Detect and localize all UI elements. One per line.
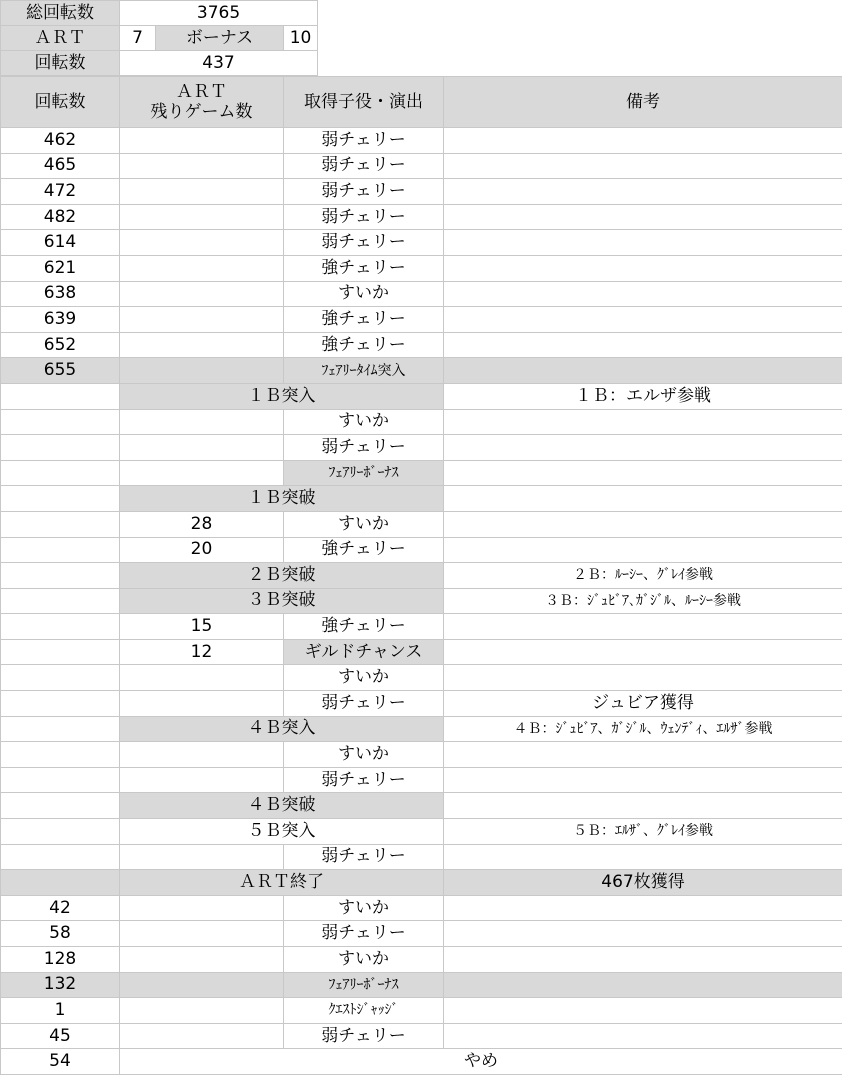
- cell-art-remaining: [120, 435, 284, 461]
- log-row: [1, 947, 842, 973]
- cell-role: すいか: [284, 742, 444, 768]
- log-row: [1, 383, 842, 409]
- cell-notes: [444, 409, 842, 435]
- cell-art-remaining: [120, 358, 284, 384]
- cell-notes: [444, 179, 842, 205]
- log-row: [1, 895, 842, 921]
- cell-role: すいか: [284, 947, 444, 973]
- cell-event: ３Ｂ突破: [120, 588, 444, 614]
- cell-notes: [444, 742, 842, 768]
- cell-role: 弱チェリー: [284, 128, 444, 154]
- cell-art-remaining: [120, 460, 284, 486]
- header-art-line2: 残りゲーム数: [150, 102, 253, 122]
- cell-spins: 482: [1, 204, 120, 230]
- cell-spins: [1, 639, 120, 665]
- cell-role: 弱チェリー: [284, 691, 444, 717]
- cell-notes: [444, 204, 842, 230]
- log-row: [1, 870, 842, 896]
- log-row: [1, 332, 842, 358]
- log-row: [1, 614, 842, 640]
- cell-role: 強チェリー: [284, 614, 444, 640]
- cell-role: 強チェリー: [284, 537, 444, 563]
- log-row: [1, 793, 842, 819]
- summary-row-art-bonus: [1, 26, 318, 51]
- cell-role: ｸｴｽﾄｼﾞｬｯｼﾞ: [284, 998, 444, 1024]
- cell-event: ４Ｂ突入: [120, 716, 444, 742]
- cell-art-remaining: [120, 844, 284, 870]
- cell-spins: [1, 383, 120, 409]
- log-row: [1, 844, 842, 870]
- cell-role: ギルドチャンス: [284, 639, 444, 665]
- cell-spins: 45: [1, 1023, 120, 1049]
- log-row: [1, 281, 842, 307]
- log-row: [1, 511, 842, 537]
- cell-spins: [1, 614, 120, 640]
- cell-notes: ４Ｂ：ｼﾞｭﾋﾞｱ、ｶﾞｼﾞﾙ、ｳｪﾝﾃﾞｨ、ｴﾙｻﾞ参戦: [444, 716, 842, 742]
- cell-event: ２Ｂ突破: [120, 563, 444, 589]
- cell-notes: １Ｂ：エルザ参戦: [444, 383, 842, 409]
- log-row: [1, 435, 842, 461]
- cell-notes: [444, 128, 842, 154]
- cell-notes: [444, 767, 842, 793]
- cell-spins: [1, 691, 120, 717]
- log-row: [1, 230, 842, 256]
- cell-art-remaining: 15: [120, 614, 284, 640]
- cell-notes: [444, 665, 842, 691]
- cell-notes: 467枚獲得: [444, 870, 842, 896]
- cell-art-remaining: 28: [120, 511, 284, 537]
- cell-notes: [444, 281, 842, 307]
- cell-notes: ジュビア獲得: [444, 691, 842, 717]
- cell-art-remaining: [120, 204, 284, 230]
- log-row: [1, 486, 842, 512]
- cell-role: 弱チェリー: [284, 1023, 444, 1049]
- cell-notes: ２Ｂ：ﾙｰｼｰ、ｸﾞﾚｲ参戦: [444, 563, 842, 589]
- cell-role: 弱チェリー: [284, 204, 444, 230]
- log-row: [1, 819, 842, 845]
- cell-spins: 54: [1, 1049, 120, 1075]
- cell-spins: 639: [1, 307, 120, 333]
- cell-art-remaining: 12: [120, 639, 284, 665]
- header-notes: 備考: [444, 77, 842, 128]
- log-row: [1, 767, 842, 793]
- cell-role: すいか: [284, 895, 444, 921]
- cell-art-remaining: [120, 895, 284, 921]
- log-row: [1, 409, 842, 435]
- cell-spins: 132: [1, 972, 120, 998]
- cell-spins: [1, 486, 120, 512]
- cell-art-remaining: [120, 665, 284, 691]
- cell-notes: [444, 793, 842, 819]
- header-role: 取得子役・演出: [284, 77, 444, 128]
- cell-spins: [1, 409, 120, 435]
- cell-art-remaining: [120, 128, 284, 154]
- log-row: [1, 665, 842, 691]
- log-row: [1, 179, 842, 205]
- cell-spins: [1, 742, 120, 768]
- cell-notes: [444, 1023, 842, 1049]
- spins-value: 437: [120, 51, 318, 76]
- bonus-count: 10: [284, 26, 318, 51]
- cell-end-note: やめ: [120, 1049, 842, 1075]
- cell-art-remaining: [120, 281, 284, 307]
- cell-art-remaining: [120, 1023, 284, 1049]
- cell-art-remaining: [120, 255, 284, 281]
- cell-spins: [1, 716, 120, 742]
- log-row: [1, 691, 842, 717]
- cell-spins: 472: [1, 179, 120, 205]
- log-row: [1, 998, 842, 1024]
- cell-role: すいか: [284, 281, 444, 307]
- cell-notes: [444, 307, 842, 333]
- play-log-table: [0, 76, 842, 1075]
- cell-notes: [444, 460, 842, 486]
- spins-label: 回転数: [1, 51, 120, 76]
- cell-spins: 1: [1, 998, 120, 1024]
- cell-spins: 465: [1, 153, 120, 179]
- log-row: [1, 563, 842, 589]
- cell-event: １Ｂ突破: [120, 486, 444, 512]
- bonus-label: ボーナス: [156, 26, 284, 51]
- summary-table: [0, 0, 318, 76]
- log-row: [1, 460, 842, 486]
- art-count: 7: [120, 26, 156, 51]
- cell-notes: [444, 844, 842, 870]
- header-art-line1: ＡＲＴ: [176, 81, 227, 102]
- cell-notes: [444, 537, 842, 563]
- cell-role: 強チェリー: [284, 255, 444, 281]
- cell-spins: 128: [1, 947, 120, 973]
- cell-role: 弱チェリー: [284, 921, 444, 947]
- cell-spins: [1, 819, 120, 845]
- cell-role: ﾌｪｱﾘｰﾎﾞｰﾅｽ: [284, 972, 444, 998]
- cell-notes: [444, 358, 842, 384]
- cell-event: ＡＲＴ終了: [120, 870, 444, 896]
- cell-notes: [444, 511, 842, 537]
- cell-role: ﾌｪｱﾘｰﾀｲﾑ突入: [284, 358, 444, 384]
- cell-spins: [1, 665, 120, 691]
- cell-notes: [444, 639, 842, 665]
- log-row: [1, 972, 842, 998]
- log-row: [1, 742, 842, 768]
- log-row: [1, 537, 842, 563]
- cell-role: 弱チェリー: [284, 179, 444, 205]
- cell-spins: [1, 435, 120, 461]
- cell-event: ５Ｂ突入: [120, 819, 444, 845]
- cell-notes: [444, 230, 842, 256]
- cell-spins: 58: [1, 921, 120, 947]
- cell-art-remaining: [120, 230, 284, 256]
- log-row: [1, 716, 842, 742]
- cell-role: 強チェリー: [284, 307, 444, 333]
- log-row: [1, 128, 842, 154]
- cell-spins: [1, 537, 120, 563]
- cell-spins: 652: [1, 332, 120, 358]
- cell-notes: [444, 614, 842, 640]
- total-spins-label: 総回転数: [1, 1, 120, 26]
- cell-art-remaining: [120, 307, 284, 333]
- header-art-remaining: [120, 77, 284, 128]
- cell-notes: [444, 895, 842, 921]
- cell-art-remaining: [120, 947, 284, 973]
- cell-art-remaining: [120, 691, 284, 717]
- cell-notes: [444, 486, 842, 512]
- log-row: [1, 1023, 842, 1049]
- cell-notes: [444, 972, 842, 998]
- log-header-row: [1, 77, 842, 128]
- cell-role: 弱チェリー: [284, 230, 444, 256]
- cell-role: 弱チェリー: [284, 435, 444, 461]
- cell-art-remaining: [120, 179, 284, 205]
- cell-art-remaining: [120, 409, 284, 435]
- cell-spins: 462: [1, 128, 120, 154]
- cell-notes: [444, 435, 842, 461]
- cell-spins: 42: [1, 895, 120, 921]
- cell-role: 弱チェリー: [284, 767, 444, 793]
- cell-spins: 638: [1, 281, 120, 307]
- cell-notes: [444, 947, 842, 973]
- cell-notes: [444, 153, 842, 179]
- log-row: [1, 204, 842, 230]
- cell-role: すいか: [284, 511, 444, 537]
- cell-spins: [1, 870, 120, 896]
- total-spins-value: 3765: [120, 1, 318, 26]
- cell-art-remaining: [120, 972, 284, 998]
- log-row: [1, 358, 842, 384]
- cell-role: 弱チェリー: [284, 844, 444, 870]
- cell-spins: [1, 767, 120, 793]
- cell-art-remaining: [120, 998, 284, 1024]
- cell-event: １Ｂ突入: [120, 383, 444, 409]
- cell-art-remaining: 20: [120, 537, 284, 563]
- summary-row-spins: [1, 51, 318, 76]
- cell-spins: [1, 844, 120, 870]
- cell-notes: [444, 255, 842, 281]
- cell-art-remaining: [120, 742, 284, 768]
- cell-notes: ５Ｂ：ｴﾙｻﾞ、ｸﾞﾚｲ参戦: [444, 819, 842, 845]
- summary-row-total-spins: [1, 1, 318, 26]
- cell-art-remaining: [120, 921, 284, 947]
- cell-role: 弱チェリー: [284, 153, 444, 179]
- log-row: [1, 153, 842, 179]
- cell-notes: [444, 998, 842, 1024]
- art-label: ＡＲＴ: [1, 26, 120, 51]
- cell-spins: [1, 588, 120, 614]
- cell-role: すいか: [284, 409, 444, 435]
- cell-notes: [444, 332, 842, 358]
- header-spins: 回転数: [1, 77, 120, 128]
- log-row: [1, 588, 842, 614]
- log-row: [1, 1049, 842, 1075]
- cell-event: ４Ｂ突破: [120, 793, 444, 819]
- cell-art-remaining: [120, 332, 284, 358]
- log-body: [1, 128, 842, 1075]
- cell-spins: [1, 793, 120, 819]
- log-row: [1, 639, 842, 665]
- cell-spins: 655: [1, 358, 120, 384]
- cell-role: 強チェリー: [284, 332, 444, 358]
- cell-spins: [1, 511, 120, 537]
- cell-role: ﾌｪｱﾘｰﾎﾞｰﾅｽ: [284, 460, 444, 486]
- cell-spins: [1, 563, 120, 589]
- cell-art-remaining: [120, 153, 284, 179]
- cell-spins: 621: [1, 255, 120, 281]
- cell-art-remaining: [120, 767, 284, 793]
- cell-spins: 614: [1, 230, 120, 256]
- log-row: [1, 921, 842, 947]
- cell-role: すいか: [284, 665, 444, 691]
- cell-notes: ３Ｂ：ｼﾞｭﾋﾞｱ､ｶﾞｼﾞﾙ、ﾙｰｼｰ参戦: [444, 588, 842, 614]
- cell-spins: [1, 460, 120, 486]
- log-row: [1, 307, 842, 333]
- log-row: [1, 255, 842, 281]
- cell-notes: [444, 921, 842, 947]
